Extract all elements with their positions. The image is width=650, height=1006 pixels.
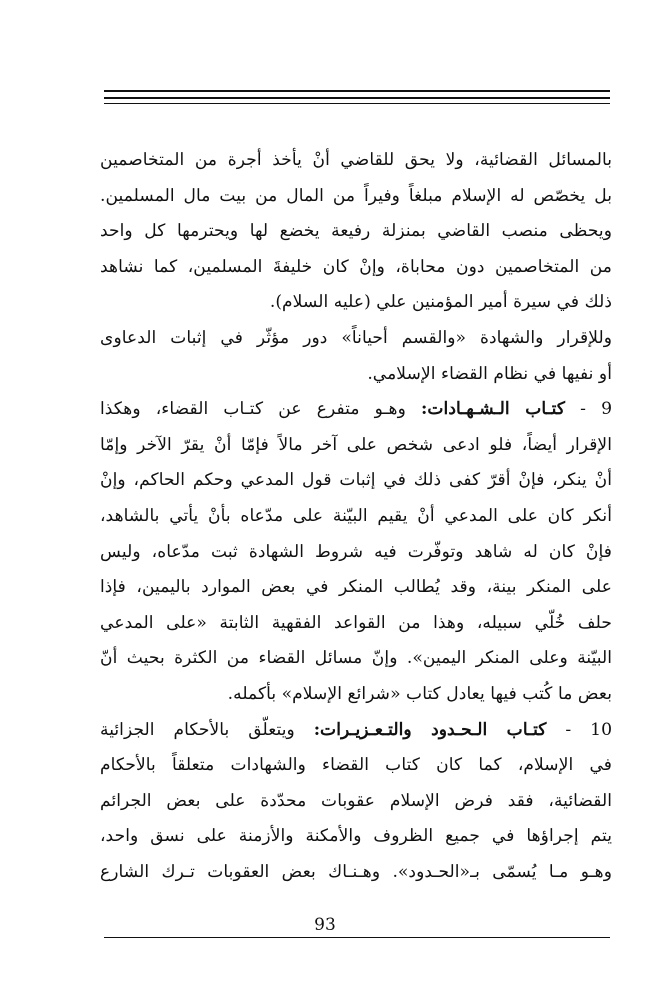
section-heading: كتـاب الـشـهـادات: bbox=[421, 399, 566, 420]
text-line: وهـو مـا يُسمّى بـ«الحـدود». وهـنـاك بعض العقوبات تـرك الشارع bbox=[100, 861, 612, 882]
text-line: بل يخصّص له الإسلام مبلغاً وفيراً من المال من بيت مال المسلمين. bbox=[100, 185, 612, 206]
text-line: 9 - كتـاب الـشـهـادات: وهـو متفرع عن كتـاب القضاء، وهكذا bbox=[100, 399, 612, 420]
text-line: ذلك في سيرة أمير المؤمنين علي (عليه السلام). bbox=[269, 292, 612, 313]
text-line: أنكر كان على المدعي أنْ يقيم البيّنة على مدّعاه بأنْ يأتي بالشاهد، bbox=[100, 505, 612, 526]
text-line: أنْ ينكر، فإنْ أقرّ كفى ذلك في إثبات قول المدعي وحكم الحاكم، وإنْ bbox=[100, 470, 612, 491]
text-line: الإقرار أيضاً، فلو ادعى شخص على آخر مالاً فإمّا أنْ يقرّ الآخر وإمّا bbox=[100, 434, 612, 455]
text-line: في الإسلام، كما كان كتاب القضاء والشهادات متعلقاً بالأحكام bbox=[100, 755, 612, 776]
text-line: 10 - كتـاب الـحـدود والتـعـزيـرات: ويتعلّق بالأحكام الجزائية bbox=[100, 719, 612, 740]
page-number: 93 bbox=[314, 915, 336, 935]
text-line: بعض ما كُتب فيها يعادل كتاب «شرائع الإسلام» بأكمله. bbox=[227, 683, 612, 704]
text-line: القضائية، فقد فرض الإسلام عقوبات محدّدة على بعض الجرائم bbox=[100, 790, 612, 811]
text-line: حلف خُلّي سبيله، وهذا من القواعد الفقهية الثابتة «على المدعي bbox=[100, 612, 612, 633]
text-line: ويحظى منصب القاضي بمنزلة رفيعة يخضع لها ويحترمها كل واحد bbox=[100, 221, 612, 242]
text-line: من المتخاصمين دون محاباة، وإنْ كان خليفةَ المسلمين، كما نشاهد bbox=[100, 256, 612, 277]
text-line: يتم إجراؤها في جميع الظروف والأمكنة والأزمنة على نسق واحد، bbox=[100, 826, 612, 847]
header-double-rule bbox=[104, 90, 610, 99]
text-line: بالمسائل القضائية، ولا يحق للقاضي أنْ يأخذ أجرة من المتخاصمين bbox=[100, 150, 612, 170]
section-heading: كتـاب الـحـدود والتـعـزيـرات: bbox=[313, 719, 547, 740]
footer-rule bbox=[104, 937, 610, 938]
text-line: أو نفيها في نظام القضاء الإسلامي. bbox=[367, 363, 612, 384]
text-line: على المنكر بينة، وقد يُطالب المنكر في بعض الموارد باليمين، فإذا bbox=[100, 577, 612, 598]
header-rule bbox=[104, 103, 610, 104]
text-line: وللإقرار والشهادة «والقسم أحياناً» دور مؤثّر في إثبات الدعاوى bbox=[100, 327, 612, 348]
text-line: البيّنة وعلى المنكر اليمين». وإنّ مسائل القضاء من الكثرة بحيث أنّ bbox=[100, 648, 612, 669]
body-text bbox=[100, 143, 612, 890]
text-line: فإنْ كان له شاهد وتوفّرت فيه شروط الشهادة ثبت مدّعاه، وليس bbox=[100, 541, 612, 562]
